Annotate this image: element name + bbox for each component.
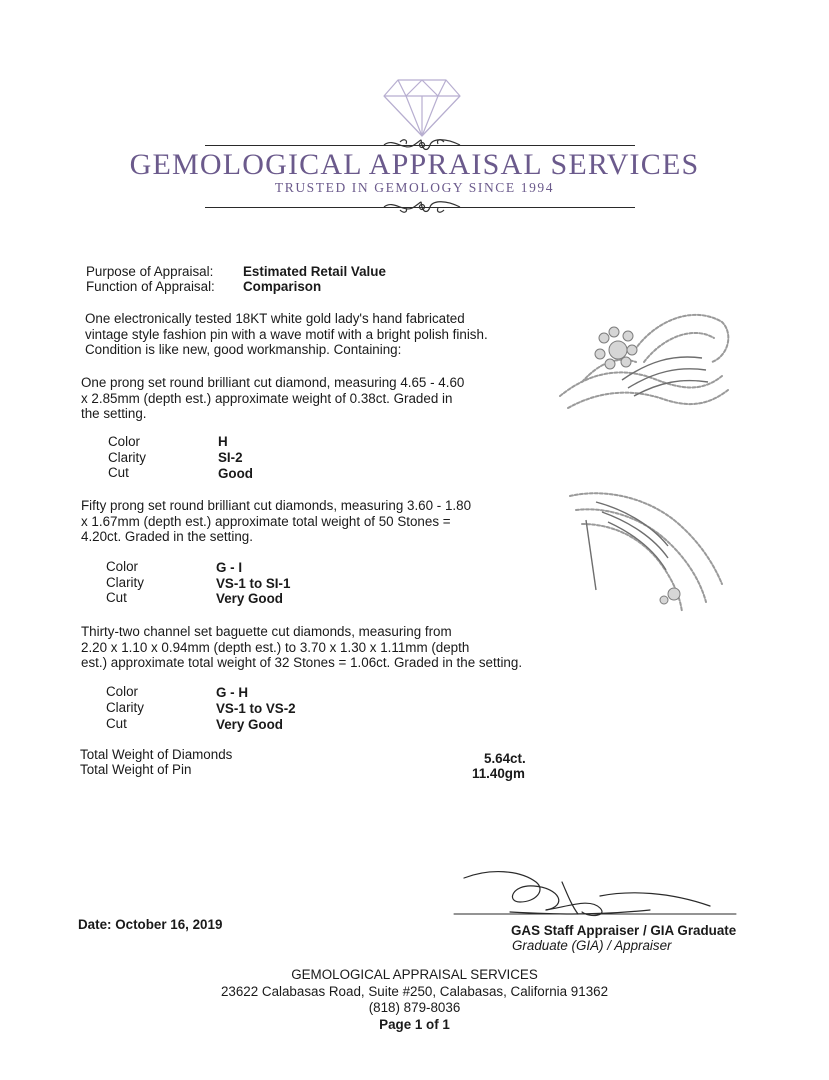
appraiser-subtitle: Graduate (GIA) / Appraiser (512, 938, 672, 953)
stone-2-clarity-value: VS-1 to SI-1 (216, 576, 291, 591)
page-number: Page 1 of 1 (379, 1017, 450, 1032)
stone-2-clarity-label: Clarity (106, 575, 144, 590)
stone-2-color-value: G - I (216, 560, 243, 575)
stone-1-clarity-label: Clarity (108, 450, 146, 465)
stone-3-clarity-value: VS-1 to VS-2 (216, 701, 296, 716)
letterhead-tagline: TRUSTED IN GEMOLOGY SINCE 1994 (274, 180, 555, 195)
stone-2-description: Fifty prong set round brilliant cut diamonds, measuring 3.60 - 1.80 x 1.67mm (depth est.) approximate total weight of 50 Stones = 4.20ct. Graded in the setting. (81, 498, 472, 544)
stone-3-clarity-label: Clarity (106, 700, 144, 715)
brooch-photo-front (552, 292, 734, 422)
stone-3-color-label: Color (106, 684, 138, 699)
stone-3-cut-label: Cut (106, 716, 127, 731)
footer-company: GEMOLOGICAL APPRAISAL SERVICES (291, 967, 538, 982)
total-pin-value: 11.40gm (472, 766, 525, 781)
total-pin-label: Total Weight of Pin (80, 762, 192, 777)
purpose-label: Purpose of Appraisal: (86, 264, 214, 279)
stone-1-color-label: Color (108, 434, 140, 449)
letterhead-top-rule (205, 145, 635, 146)
stone-1-color-value: H (218, 434, 228, 449)
stone-1-description: One prong set round brilliant cut diamond, measuring 4.65 - 4.60 x 2.85mm (depth est.) approximate weight of 0.38ct. Graded in the setting. (81, 375, 465, 421)
total-diamonds-label: Total Weight of Diamonds (80, 747, 233, 762)
appraiser-title: GAS Staff Appraiser / GIA Graduate (511, 923, 737, 938)
stone-1-cut-label: Cut (108, 465, 129, 480)
stone-3-color-value: G - H (216, 685, 248, 700)
stone-3-description: Thirty-two channel set baguette cut diamonds, measuring from 2.20 x 1.10 x 0.94mm (depth est.) to 3.70 x 1.30 x 1.11mm (depth est.) approximate total weight of 32 Stones = 1.06ct. Graded in the setting. (81, 624, 523, 670)
letterhead-company: GEMOLOGICAL APPRAISAL SERVICES (129, 148, 700, 181)
stone-3-cut-value: Very Good (216, 717, 283, 732)
stone-2-cut-label: Cut (106, 590, 127, 605)
function-label: Function of Appraisal: (86, 279, 215, 294)
stone-2-cut-value: Very Good (216, 591, 283, 606)
total-diamonds-value: 5.64ct. (484, 751, 526, 766)
purpose-value: Estimated Retail Value (243, 264, 386, 279)
footer-phone: (818) 879-8036 (368, 1000, 461, 1015)
item-description: One electronically tested 18KT white gold lady's hand fabricated vintage style fashion pin with a wave motif with a bright polish finish. Condition is like new, good workmanship. Containing: (85, 311, 488, 357)
appraiser-signature (450, 862, 740, 926)
stone-2-color-label: Color (106, 559, 138, 574)
stone-1-cut-value: Good (218, 466, 253, 481)
brooch-photo-angled (556, 480, 732, 618)
stone-1-clarity-value: SI-2 (218, 450, 243, 465)
letterhead-bottom-rule (205, 207, 635, 208)
appraisal-date: Date: October 16, 2019 (78, 917, 223, 932)
function-value: Comparison (243, 279, 322, 294)
diamond-logo-icon (382, 76, 462, 138)
footer-address: 23622 Calabasas Road, Suite #250, Calabasas, California 91362 (220, 984, 609, 999)
